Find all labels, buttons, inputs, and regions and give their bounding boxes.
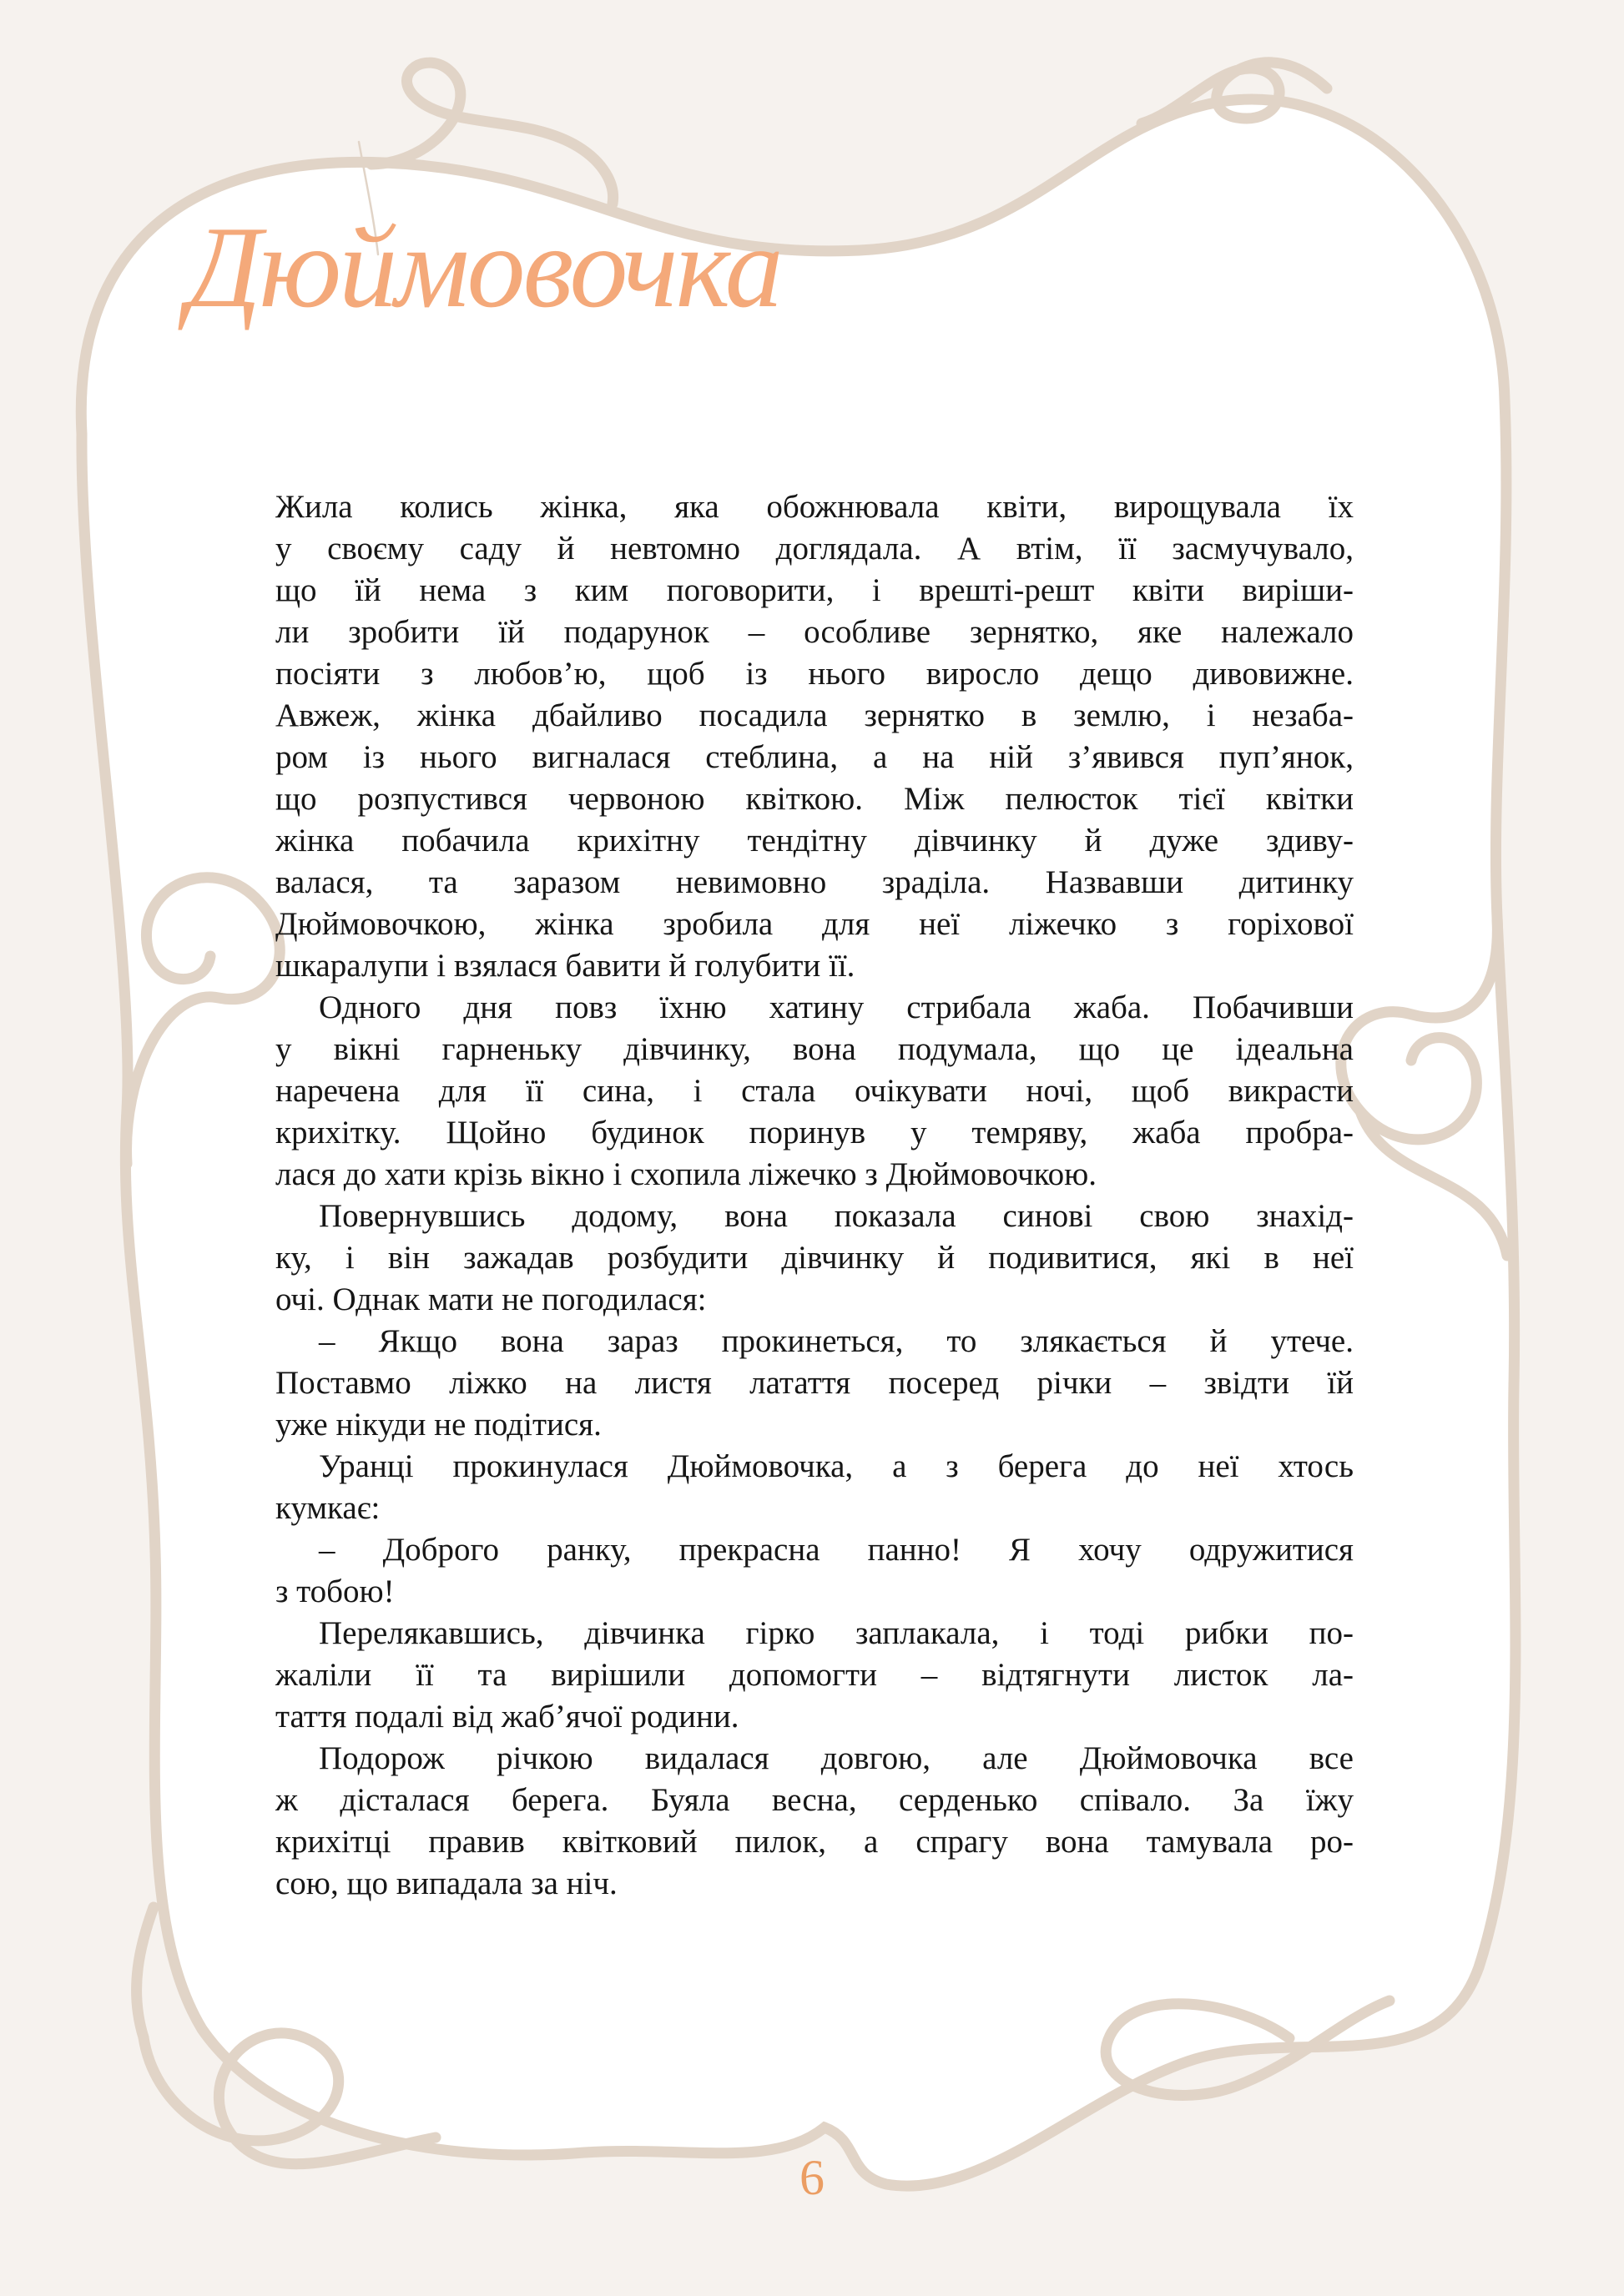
story-paragraph: [275, 987, 1354, 1196]
story-paragraph: [275, 1738, 1354, 1905]
story-line: кумкає:: [275, 1490, 381, 1526]
story-line: Подорож річкою видалася довгою, але Дюймовочка все: [319, 1740, 1354, 1776]
story-line: у вікні гарненьку дівчинку, вона подумала, що це ідеальна: [275, 1031, 1354, 1067]
story-paragraph: [275, 486, 1354, 987]
story-line: Дюймовочкою, жінка зробила для неї ліжечко з горіхової: [275, 906, 1354, 942]
story-line: Перелякавшись, дівчинка гірко заплакала, і тоді рибки по-: [319, 1615, 1354, 1651]
story-line: – Якщо вона зараз прокинеться, то злякається й утече.: [319, 1323, 1354, 1359]
story-line: жінка побачила крихітну тендітну дівчинку й дуже здиву-: [275, 823, 1354, 858]
story-line: – Доброго ранку, прекрасна панно! Я хочу одружитися: [319, 1532, 1354, 1568]
story-paragraph: [275, 1446, 1354, 1529]
story-line: валася, та заразом невимовно зраділа. Назвавши дитинку: [275, 864, 1354, 900]
story-line: шкаралупи і взялася бавити й голубити її.: [275, 948, 855, 984]
story-line: таття подалі від жаб’ячої родини.: [275, 1699, 739, 1735]
story-line: крихітці правив квітковий пилок, а спрагу вона тамувала ро-: [275, 1824, 1354, 1860]
story-line: уже нікуди не подітися.: [275, 1407, 602, 1443]
story-line: з тобою!: [275, 1573, 395, 1609]
story-line: Поставмо ліжко на листя латаття посеред річки – звідти їй: [275, 1365, 1354, 1401]
story-title: Дюймовочка: [187, 203, 781, 332]
story-line: ли зробити їй подарунок – особливе зернятко, яке належало: [275, 614, 1354, 650]
page-number: 6: [799, 2150, 825, 2205]
story-line: посіяти з любов’ю, щоб із нього виросло дещо дивовижне.: [275, 656, 1354, 692]
story-line: сою, що випадала за ніч.: [275, 1866, 618, 1901]
story-line: Одного дня повз їхню хатину стрибала жаба. Побачивши: [319, 989, 1354, 1025]
flourish-bottom-left-curl: [137, 1907, 154, 2037]
story-line: ку, і він зажадав розбудити дівчинку й подивитися, які в неї: [275, 1240, 1354, 1276]
story-line: що їй нема з ким поговорити, і врешті-решт квіти виріши-: [275, 572, 1354, 608]
story-paragraph: [275, 1321, 1354, 1446]
story-paragraph: [275, 1196, 1354, 1321]
story-line: Уранці прокинулася Дюймовочка, а з берега до неї хтось: [319, 1448, 1354, 1484]
story-line: ром із нього вигналася стеблина, а на ній з’явився пуп’янок,: [275, 739, 1354, 775]
story-paragraph: [275, 1613, 1354, 1738]
story-line: крихітку. Щойно будинок поринув у темряву, жаба пробра-: [275, 1115, 1354, 1151]
story-line: наречена для її сина, і стала очікувати ночі, щоб викрасти: [275, 1073, 1354, 1109]
story-line: Авжеж, жінка дбайливо посадила зернятко в землю, і незаба-: [275, 697, 1354, 733]
story-line: що розпустився червоною квіткою. Між пелюсток тієї квітки: [275, 781, 1354, 817]
story-line: у своєму саду й невтомно доглядала. А втім, її засмучувало,: [275, 531, 1354, 566]
story-line: Повернувшись додому, вона показала синові свою знахід-: [319, 1198, 1354, 1234]
story-paragraph: [275, 1529, 1354, 1613]
story-text: [275, 486, 1354, 1905]
story-line: жаліли її та вирішили допомогти – відтягнути листок ла-: [275, 1657, 1354, 1693]
story-line: Жила колись жінка, яка обожнювала квіти, вирощувала їх: [275, 489, 1354, 525]
story-line: очі. Однак мати не погодилася:: [275, 1281, 707, 1317]
story-line: лася до хати крізь вікно і схопила ліжечко з Дюймовочкою.: [275, 1156, 1097, 1192]
story-line: ж дісталася берега. Буяла весна, серденько співало. За їжу: [275, 1782, 1354, 1818]
